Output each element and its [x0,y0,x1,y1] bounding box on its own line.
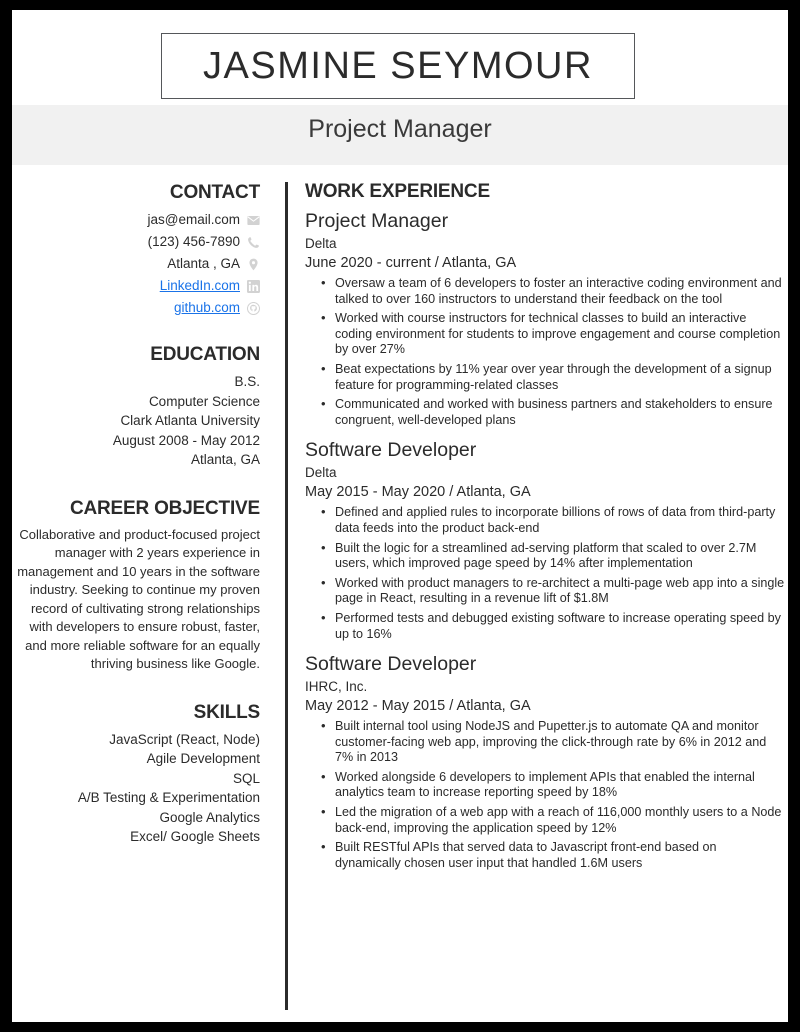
phone-icon [247,236,260,249]
job-bullet: • Led the migration of a web app with a reach of 116,000 monthly users to a Node back-end, improving the application speed by 12% [335,805,785,836]
career-objective-heading: CAREER OBJECTIVE [69,497,260,519]
work-experience-section [305,170,785,881]
education-location: Atlanta, GA [190,452,260,467]
skill-item: SQL [232,770,260,786]
job-bullet: • Worked alongside 6 developers to implement APIs that enabled the internal analytics team to increase reporting speed by 18% [335,770,785,801]
name-box [161,33,635,99]
job-dates-location: May 2015 - May 2020 / Atlanta, GA [305,484,531,501]
job-dates-location: June 2020 - current / Atlanta, GA [305,255,517,271]
contact-heading: CONTACT [169,182,260,203]
resume-header [12,10,788,170]
education-school: Clark Atlanta University [120,413,260,428]
column-divider [285,182,288,1010]
job-title: Software Developer [305,439,477,462]
job-company: Delta [305,465,337,481]
job-bullet-list [305,505,785,642]
work-experience-heading: WORK EXPERIENCE [305,181,490,202]
job-title: Project Manager [305,210,449,232]
job-company: Delta [305,236,337,251]
skills-section [12,702,260,847]
job-bullet-list [305,276,785,428]
job-dates-location: May 2012 - May 2015 / Atlanta, GA [305,698,531,715]
education-major: Computer Science [148,393,260,409]
job-entry [305,438,785,642]
contact-email-text: jas@email.com [147,212,240,227]
job-bullet: • Built internal tool using NodeJS and Pupetter.js to automate QA and monitor customer-facing web app, improving the click-through rate by 6% in 2012 and 7% in 2013 [335,719,785,766]
contact-item-email [12,210,260,230]
education-section [12,344,260,470]
contact-section [12,182,260,318]
job-title: Software Developer [305,653,477,676]
contact-phone-text: (123) 456-7890 [147,234,240,249]
contact-location-text: Atlanta , GA [167,256,240,271]
education-dates: August 2008 - May 2012 [112,432,260,448]
contact-item-phone [12,232,260,252]
job-entry [305,652,785,871]
job-bullet: • Built the logic for a streamlined ad-serving platform that scaled to over 2.7M users, which improved page speed by 14% after implementation [335,541,785,572]
contact-item-github[interactable] [12,298,260,318]
job-bullet: • Worked with product managers to re-architect a multi-page web app into a single page in React, resulting in a revenue lift of $1.8M [335,576,785,607]
job-bullet: • Oversaw a team of 6 developers to foster an interactive coding environment and talked to over 160 instructors to understand their feedback on the tool [335,276,785,307]
envelope-icon [247,214,260,227]
job-bullet-list [305,719,785,871]
job-bullet: • Beat expectations by 11% year over year through the development of a signup feature for programming-related classes [335,362,785,393]
skill-item: Excel/ Google Sheets [130,829,260,844]
candidate-name: JASMINE SEYMOUR [203,44,593,87]
skill-item: Google Analytics [159,809,260,825]
sidebar [12,170,260,851]
contact-item-location [12,254,260,274]
job-bullet: • Worked with course instructors for technical classes to build an interactive coding environment for students to improve engagement and course completion by over 27% [335,311,785,358]
skill-item: JavaScript (React, Node) [109,731,260,747]
candidate-job-title: Project Manager [308,115,492,143]
contact-item-linkedin[interactable] [12,276,260,296]
skills-heading: SKILLS [193,701,260,723]
job-company: IHRC, Inc. [305,679,368,695]
resume-page [12,10,788,1022]
job-bullet: • Built RESTful APIs that served data to Javascript front-end based on dynamically chosen user input that handled 1.6M users [335,840,785,871]
linkedin-link[interactable]: LinkedIn.com [159,278,240,293]
location-pin-icon [247,258,260,271]
skill-item: A/B Testing & Experimentation [77,790,260,805]
education-degree: B.S. [234,374,260,389]
career-objective-section [12,498,260,674]
job-entry [305,209,785,428]
linkedin-icon [247,280,260,293]
skill-item: Agile Development [146,751,260,766]
github-link[interactable]: github.com [173,300,240,315]
resume-body [12,170,788,1022]
job-bullet: • Defined and applied rules to incorporate billions of rows of data from third-party data feeds into the product back-end [335,505,785,536]
github-icon [247,302,260,315]
job-bullet: • Communicated and worked with business partners and stakeholders to ensure congruent, well-developed plans [335,397,785,428]
job-bullet: • Performed tests and debugged existing software to increase operating speed by up to 16% [335,611,785,642]
career-objective-text: Collaborative and product-focused project manager with 2 years experience in management and 10 years in the software industry. Seeking to continue my proven record of cultivating strong relationships with developers to ensure robust, faster, and more reliable software for an equally thriving business like Google. [17,526,260,671]
education-heading: EDUCATION [150,344,260,365]
